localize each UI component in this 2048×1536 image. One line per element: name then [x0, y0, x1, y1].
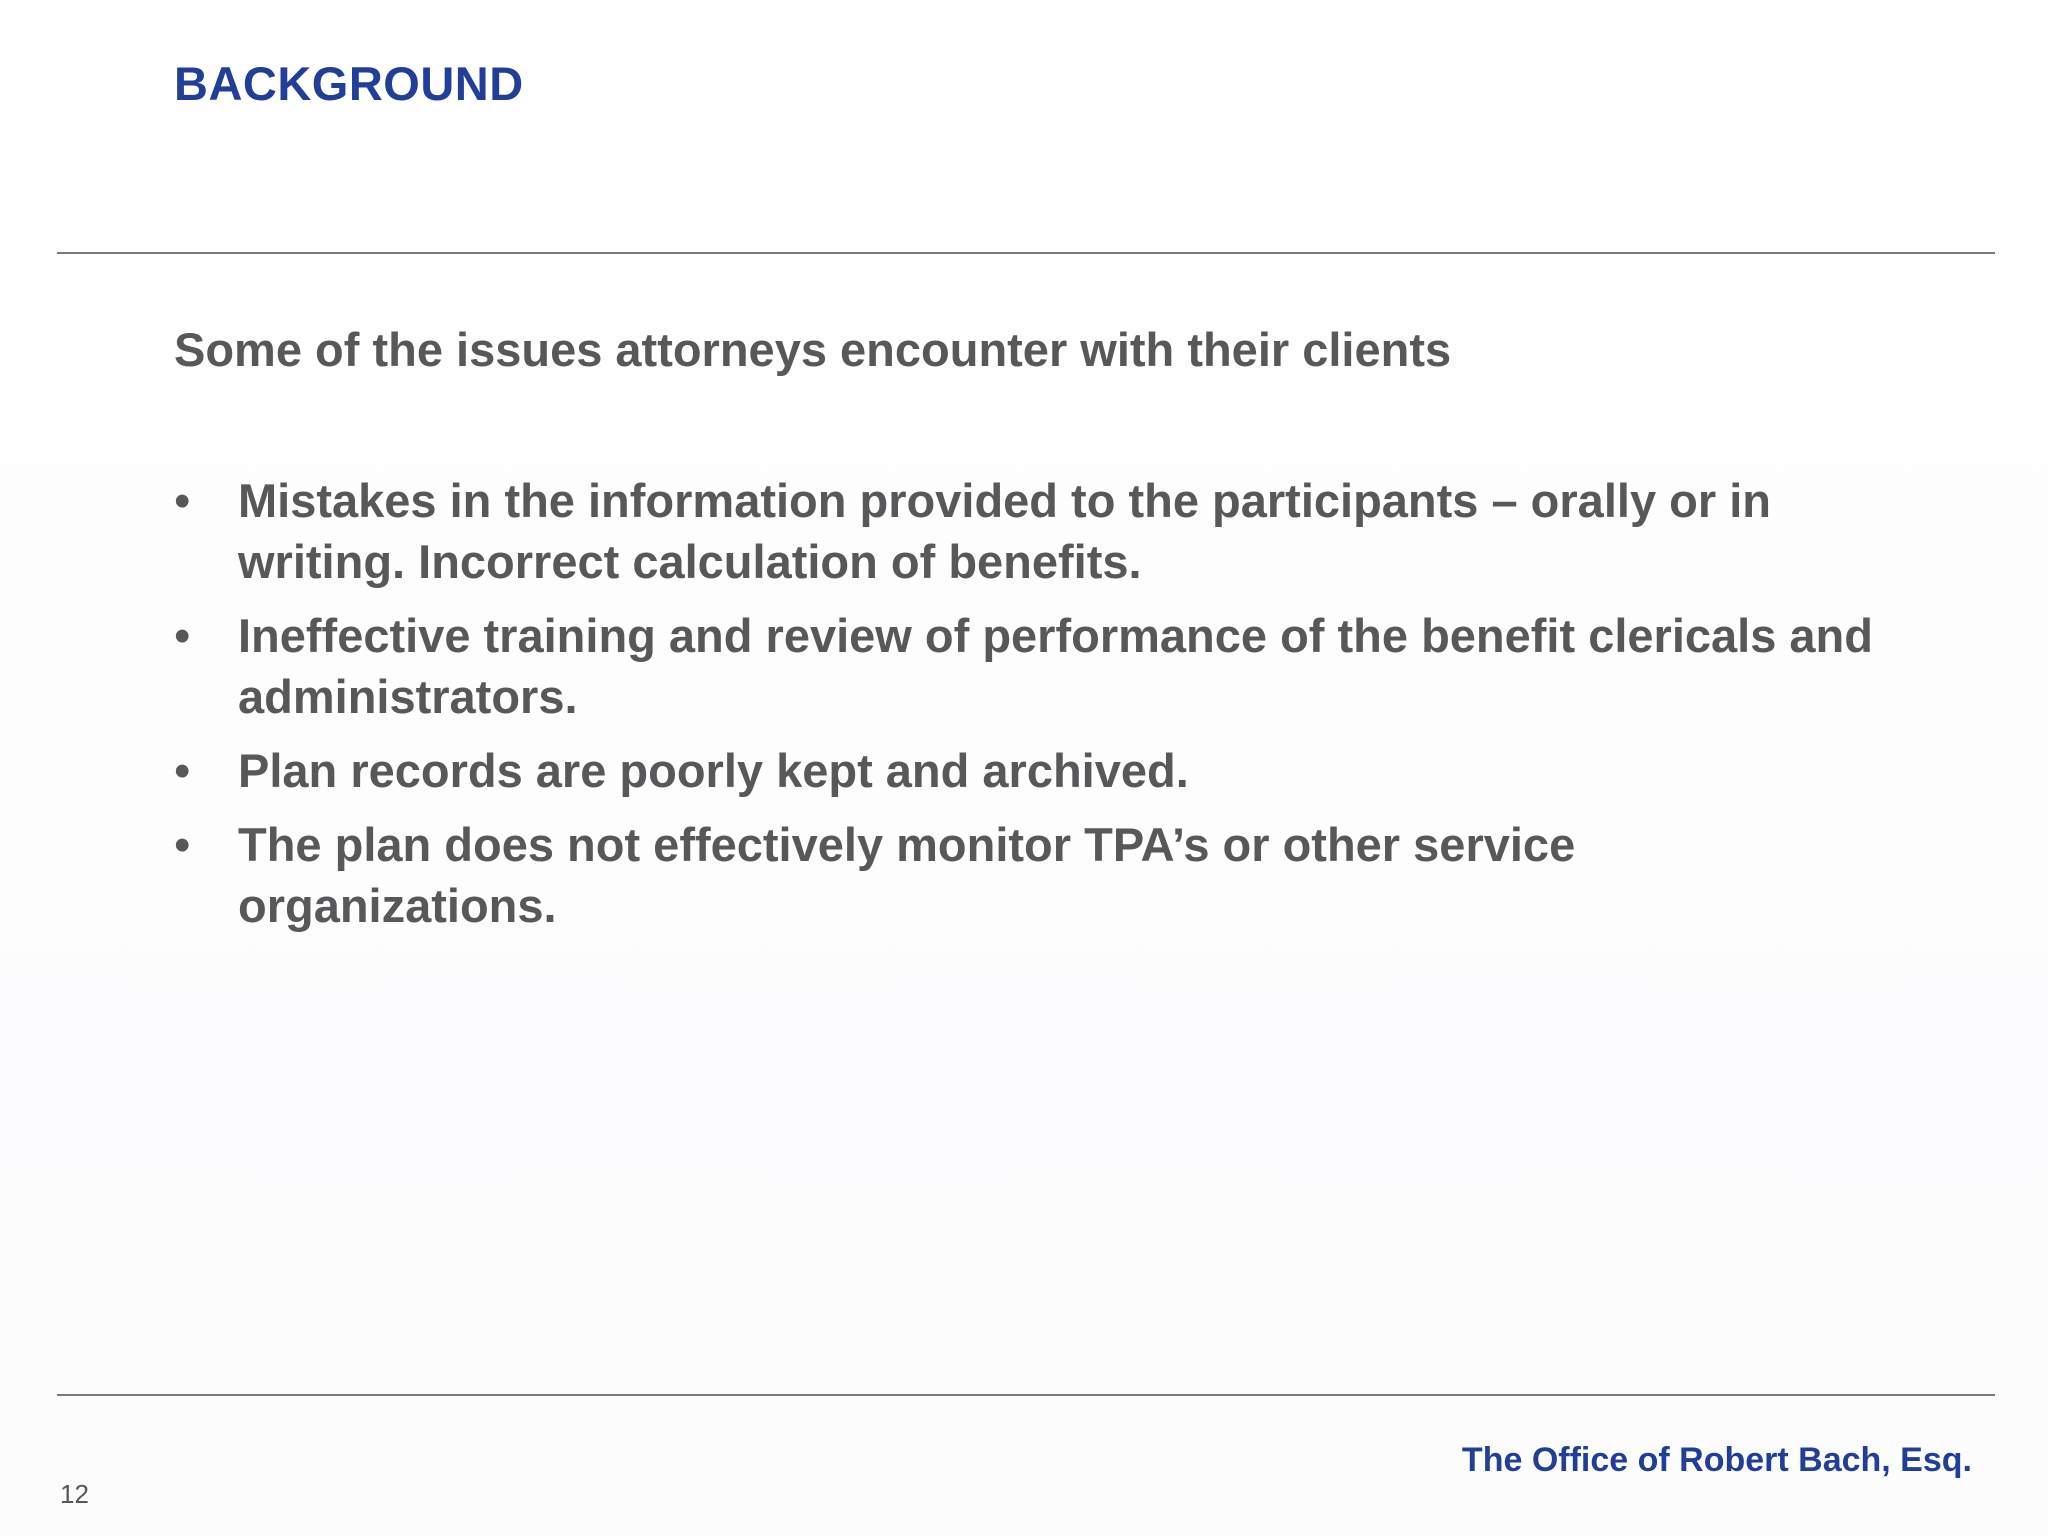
- bullet-text: The plan does not effectively monitor TPA’s or other service organizations.: [238, 818, 1576, 932]
- bullet-icon: •: [174, 474, 191, 527]
- bullet-list: [174, 470, 1894, 949]
- top-divider: [57, 252, 1995, 254]
- bullet-item: [174, 605, 1894, 727]
- bullet-icon: •: [174, 609, 191, 662]
- bullet-text: Ineffective training and review of performance of the benefit clericals and administrators.: [238, 609, 1873, 723]
- bullet-text: Mistakes in the information provided to the participants – orally or in writing. Incorrect calculation of benefits.: [238, 474, 1771, 588]
- bullet-icon: •: [174, 744, 191, 797]
- bullet-item: [174, 470, 1894, 592]
- footer-brand: The Office of Robert Bach, Esq.: [1461, 1441, 1972, 1479]
- bullet-icon: •: [174, 818, 191, 871]
- bullet-text: Plan records are poorly kept and archived.: [238, 744, 1189, 797]
- bullet-item: [174, 740, 1894, 801]
- bullet-item: [174, 814, 1894, 936]
- page-number: 12: [60, 1479, 89, 1509]
- bottom-divider: [57, 1394, 1995, 1396]
- slide-title: BACKGROUND: [174, 57, 524, 110]
- slide-subtitle: Some of the issues attorneys encounter with their clients: [174, 323, 1452, 376]
